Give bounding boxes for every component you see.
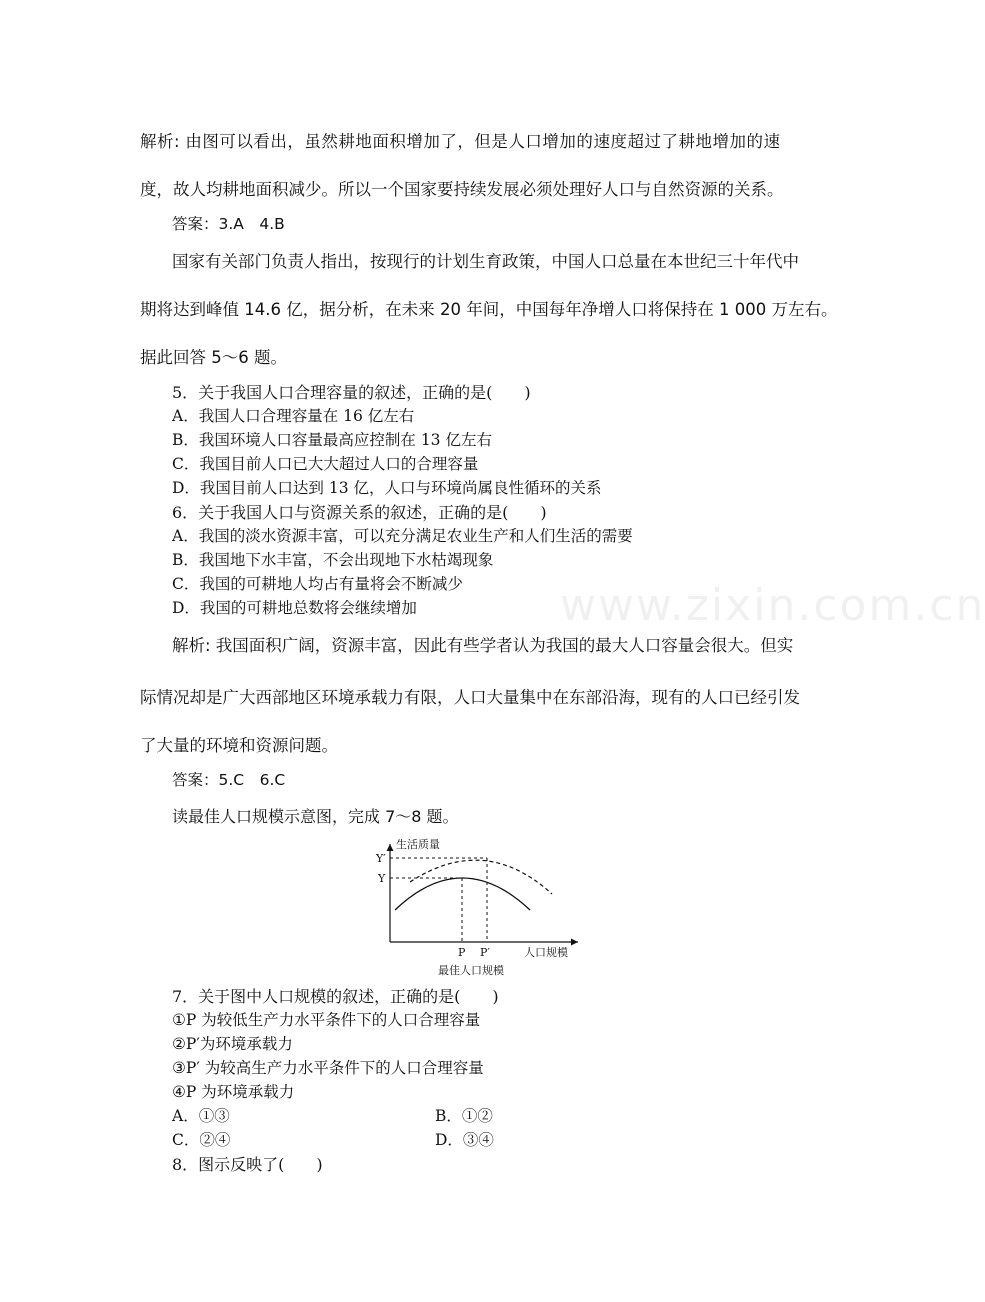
q7-statement-2: ②P′为环境承载力 (172, 1035, 293, 1053)
population-scale-figure (340, 832, 590, 982)
q8-stem: 8．图示反映了( ) (172, 1155, 323, 1174)
p-prime-label: P′ (480, 946, 490, 959)
intro-5-6-line-1: 国家有关部门负责人指出，按现行的计划生育政策，中国人口总量在本世纪三十年代中 (172, 252, 799, 271)
q7-statement-3: ③P′ 为较高生产力水平条件下的人口合理容量 (172, 1059, 484, 1077)
figure-caption: 最佳人口规模 (438, 964, 504, 977)
q7-option-c: C．②④ (172, 1131, 231, 1149)
q6-option-c: C．我国的可耕地人均占有量将会不断减少 (172, 575, 463, 593)
p-label: P (458, 946, 466, 959)
y-low-label: Y (378, 872, 386, 885)
analysis-2-line-3: 了大量的环境和资源问题。 (140, 736, 338, 755)
low-productivity-curve (395, 878, 530, 910)
analysis-1-line-1: 解析: 由图可以看出，虽然耕地面积增加了，但是人口增加的速度超过了耕地增加的速 (140, 132, 780, 151)
q7-option-a: A．①③ (172, 1107, 230, 1125)
q5-option-d: D．我国目前人口达到 13 亿，人口与环境尚属良性循环的关系 (172, 479, 602, 497)
intro-5-6-line-3: 据此回答 5～6 题。 (140, 348, 287, 367)
q7-option-b: B．①② (435, 1107, 493, 1125)
q6-stem: 6．关于我国人口与资源关系的叙述，正确的是( ) (172, 503, 547, 522)
watermark: www.zixin.com.cn (560, 580, 985, 631)
answer-5-6: 答案：5.C 6.C (172, 771, 286, 789)
x-axis-label: 人口规模 (524, 946, 568, 959)
q6-option-a: A．我国的淡水资源丰富，可以充分满足农业生产和人们生活的需要 (172, 527, 633, 545)
intro-5-6-line-2: 期将达到峰值 14.6 亿，据分析，在未来 20 年间，中国每年净增人口将保持在 1 000 万左右。 (140, 300, 838, 319)
q7-statement-1: ①P 为较低生产力水平条件下的人口合理容量 (172, 1011, 481, 1029)
q5-option-b: B．我国环境人口容量最高应控制在 13 亿左右 (172, 431, 492, 449)
y-high-label: Y′ (376, 852, 386, 865)
q6-option-b: B．我国地下水丰富，不会出现地下水枯竭现象 (172, 551, 494, 569)
q5-option-c: C．我国目前人口已大大超过人口的合理容量 (172, 455, 479, 473)
q6-option-d: D．我国的可耕地总数将会继续增加 (172, 599, 417, 617)
analysis-2-line-1: 解析: 我国面积广阔，资源丰富，因此有些学者认为我国的最大人口容量会很大。但实 (172, 636, 794, 655)
q5-option-a: A．我国人口合理容量在 16 亿左右 (172, 407, 415, 425)
q7-statement-4: ④P 为环境承载力 (172, 1083, 295, 1101)
answer-3-4: 答案：3.A 4.B (172, 215, 285, 233)
high-productivity-curve (410, 860, 552, 894)
q7-option-d: D．③④ (435, 1131, 494, 1149)
analysis-2-line-2: 际情况却是广大西部地区环境承载力有限，人口大量集中在东部沿海，现有的人口已经引发 (140, 688, 800, 707)
q7-stem: 7．关于图中人口规模的叙述，正确的是( ) (172, 987, 499, 1006)
q5-stem: 5．关于我国人口合理容量的叙述，正确的是( ) (172, 383, 531, 402)
intro-7-8: 读最佳人口规模示意图，完成 7～8 题。 (172, 807, 459, 826)
y-axis-label: 生活质量 (396, 838, 440, 851)
analysis-1-line-2: 度，故人均耕地面积减少。所以一个国家要持续发展必须处理好人口与自然资源的关系。 (140, 180, 784, 199)
